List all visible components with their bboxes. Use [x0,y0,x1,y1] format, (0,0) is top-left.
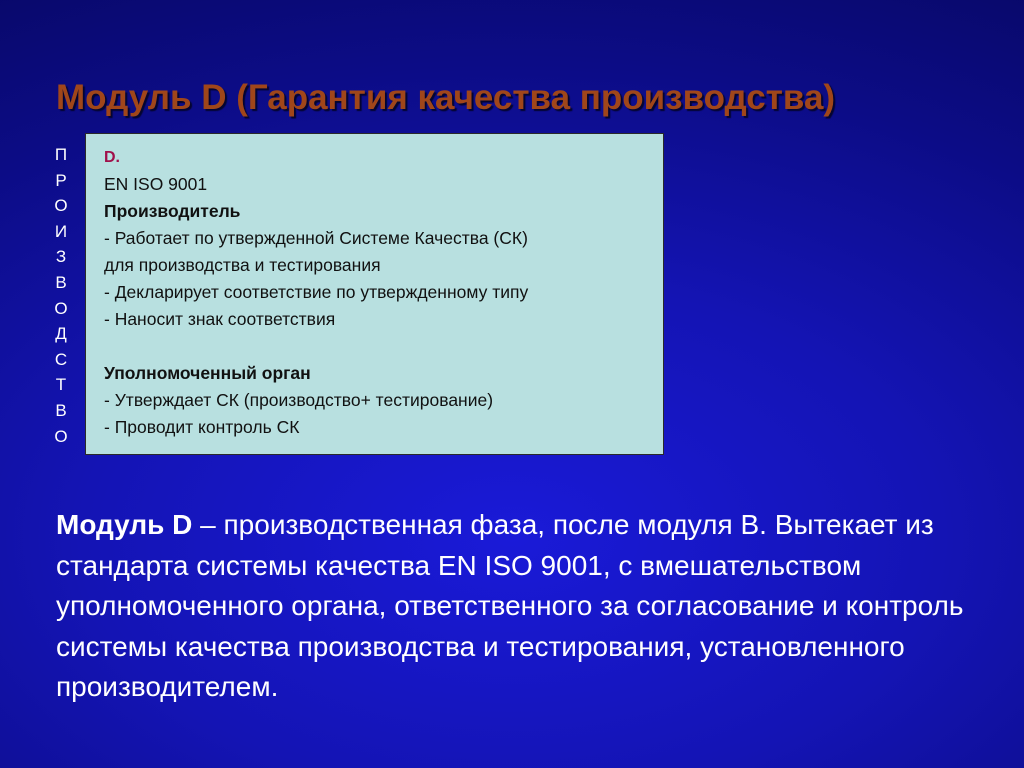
notified-body-duty: - Проводит контроль СК [104,417,300,437]
module-description-lead: Модуль D [56,509,193,540]
standard-label: EN ISO 9001 [104,174,208,194]
vertical-letter: В [55,400,67,420]
manufacturer-duty: - Декларирует соответствие по утвержденному типу [104,282,529,302]
module-description [56,505,976,708]
spacer [104,333,653,360]
vertical-letter: В [55,272,67,292]
module-info-box [85,133,664,455]
vertical-letter: З [55,247,67,267]
vertical-letter: И [54,221,68,241]
notified-body-duty: - Утверждает СК (производство+ тестирование) [104,390,494,410]
module-letter: D. [104,149,120,166]
vertical-letter: О [54,196,68,216]
manufacturer-heading: Производитель [104,201,241,221]
vertical-letter: С [54,349,68,369]
module-description-text: – производственная фаза, после модуля В. Вытекает из стандарта системы качества EN ISO 9001, с вмешательством уполномоченного органа, ответственного за согласование и контроль системы качества производства и тестирования, установленного производителем. [56,509,964,702]
vertical-letter: Р [55,170,67,190]
vertical-letter: Т [55,375,67,395]
vertical-letter: О [54,298,68,318]
vertical-word [50,142,72,449]
manufacturer-duty: - Работает по утвержденной Системе Качества (СК) [104,228,528,248]
vertical-letter: П [54,145,68,164]
slide-title: Модуль D (Гарантия качества производства) [56,78,836,117]
manufacturer-duty: для производства и тестирования [104,255,381,275]
vertical-letter: О [54,426,68,446]
vertical-letter: Д [55,324,67,344]
notified-body-heading: Уполномоченный орган [104,363,311,383]
manufacturer-duty: - Наносит знак соответствия [104,309,336,329]
